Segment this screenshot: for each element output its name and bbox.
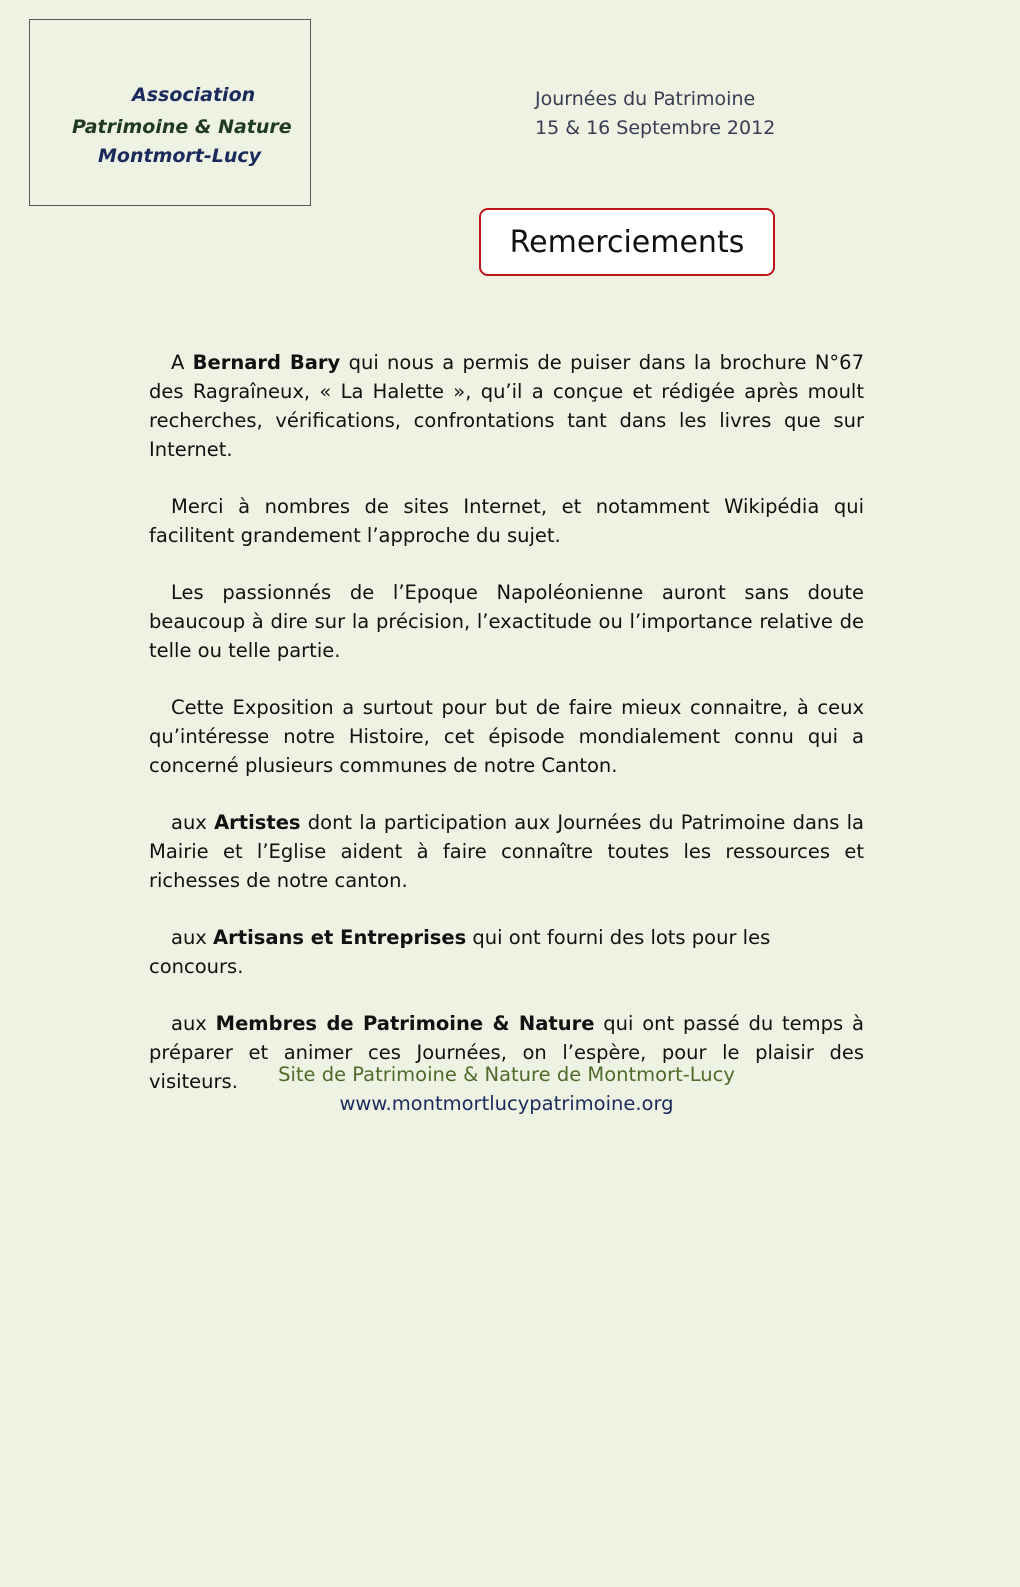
paragraph-exhibition-goal [149, 693, 864, 780]
paragraph-prefix: A [171, 351, 193, 374]
paragraph-text: Merci à nombres de sites Internet, et notamment Wikipédia qui facilitent grandement l’approche du sujet. [149, 495, 864, 547]
paragraph-prefix: aux [171, 926, 214, 949]
event-dates: 15 & 16 Septembre 2012 [535, 117, 776, 139]
event-name: Journées du Patrimoine [535, 88, 756, 110]
paragraph-internet-sites [149, 492, 864, 550]
paragraph-bold-name: Artistes [214, 811, 301, 834]
logo-line-montmort-lucy: Montmort-Lucy [98, 145, 262, 167]
paragraph-text: qui ont fourni des lots pour les concours. [149, 926, 771, 978]
logo-line-patrimoine-nature: Patrimoine & Nature [72, 116, 292, 138]
paragraph-napoleonic-era [149, 578, 864, 665]
logo-line-association: Association [132, 84, 256, 106]
paragraph-bernard-bary [149, 348, 864, 464]
paragraph-bold-name: Bernard Bary [192, 351, 341, 374]
paragraph-text: qui ont passé du temps à préparer et animer ces Journées, on l’espère, pour le plaisir des visiteurs. [149, 1012, 864, 1093]
page-title-box [479, 208, 775, 276]
paragraph-bold-name: Artisans et Entreprises [213, 926, 467, 949]
paragraph-text: Les passionnés de l’Epoque Napoléonienne auront sans doute beaucoup à dire sur la précision, l’exactitude ou l’importance relative de telle ou telle partie. [149, 581, 864, 662]
paragraph-artisans [149, 923, 864, 981]
event-header [535, 85, 775, 143]
association-logo-box [29, 19, 311, 206]
paragraph-bold-name: Membres de Patrimoine & Nature [215, 1012, 595, 1035]
page-title: Remerciements [509, 224, 745, 260]
paragraph-prefix: aux [171, 811, 215, 834]
paragraph-text: qui nous a permis de puiser dans la brochure N°67 des Ragraîneux, « La Halette », qu’il a conçue et rédigée après moult recherches, vérifications, confrontations tant dans les livres que sur Internet. [149, 351, 864, 461]
paragraph-artists [149, 808, 864, 895]
paragraph-prefix: aux [171, 1012, 216, 1035]
footer [149, 1060, 864, 1118]
thanks-body [149, 348, 864, 1124]
footer-website-link[interactable]: www.montmortlucypatrimoine.org [339, 1092, 674, 1115]
paragraph-text: Cette Exposition a surtout pour but de faire mieux connaitre, à ceux qu’intéresse notre Histoire, cet épisode mondialement connu qui a concerné plusieurs communes de notre Canton. [149, 696, 864, 777]
footer-site-label: Site de Patrimoine & Nature de Montmort-Lucy [278, 1063, 735, 1086]
paragraph-text: dont la participation aux Journées du Patrimoine dans la Mairie et l’Eglise aident à faire connaître toutes les ressources et richesses de notre canton. [149, 811, 864, 892]
